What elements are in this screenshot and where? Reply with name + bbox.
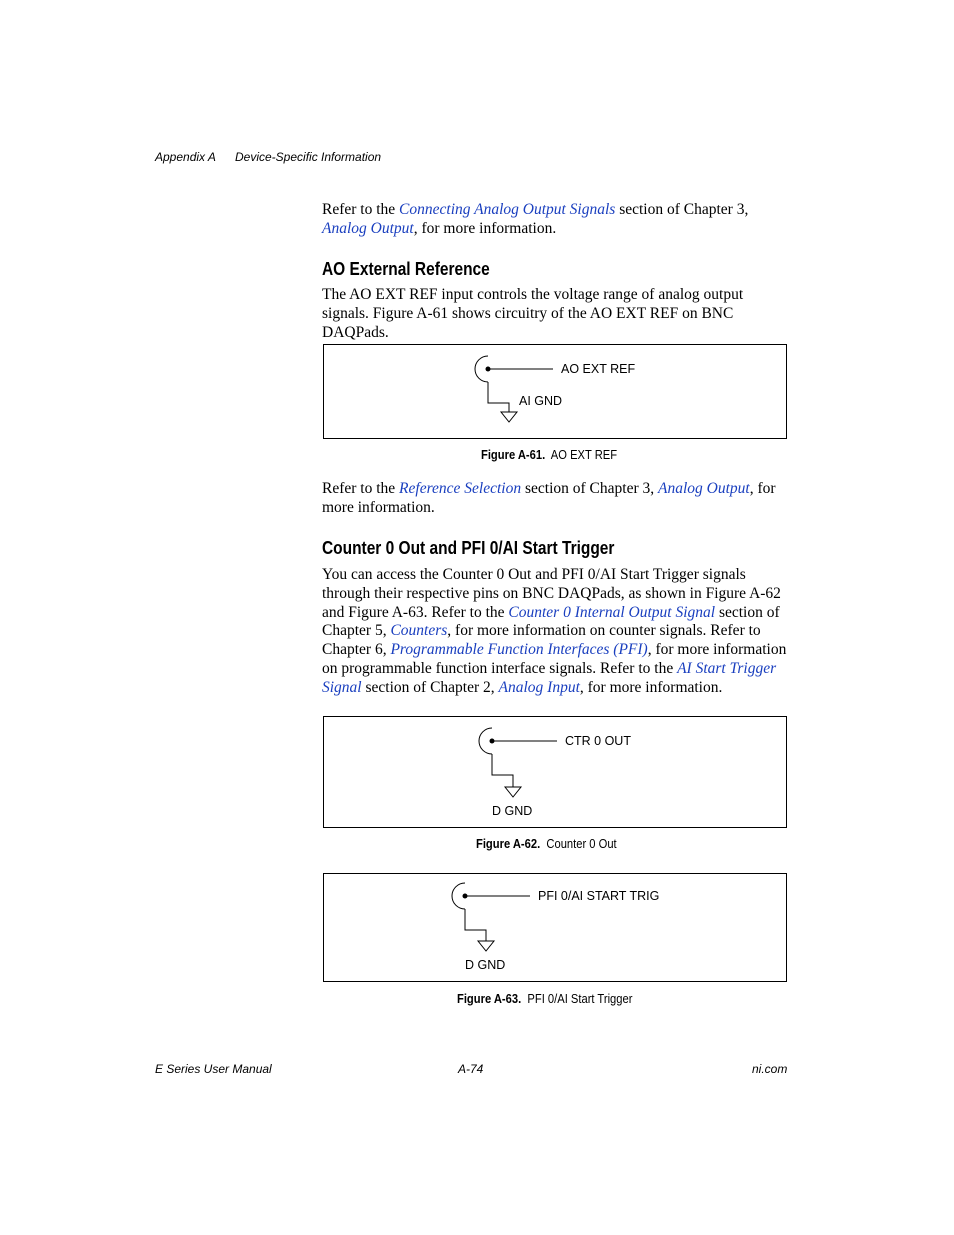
heading-ao-external-reference: AO External Reference [322, 259, 490, 279]
link-counter0-internal-output-signal[interactable]: Counter 0 Internal Output Signal [508, 603, 716, 621]
link-reference-selection[interactable]: Reference Selection [399, 480, 522, 497]
text-run: You can access the Counter 0 Out and PFI 0/AI Start Trigger signals through their respective pins on BNC DAQPads, as shown in Figure A-62 and Figure A-63. Refer to the [322, 566, 781, 621]
figure-a63-caption [457, 991, 632, 1006]
caption-number: Figure A-62. [476, 836, 541, 851]
header-title: Device-Specific Information [235, 150, 382, 164]
ground-symbol [501, 412, 517, 422]
figure-a61-caption [481, 447, 617, 462]
text-run: section of Chapter 3, [615, 201, 749, 218]
ao-ext-ref-diagram [324, 345, 786, 438]
link-analog-output-2[interactable]: Analog Output [658, 480, 750, 497]
text-run: section of Chapter 2, [361, 678, 499, 696]
footer-manual-title: E Series User Manual [155, 1062, 272, 1076]
text-run: , for more information on programmable function interface signals. Refer to the [322, 641, 787, 677]
caption-number: Figure A-63. [457, 991, 522, 1006]
link-pfi[interactable]: Programmable Function Interfaces (PFI) [390, 641, 648, 659]
text-run: , [650, 480, 658, 497]
figure-a61-box [323, 344, 787, 439]
figure-a62-caption [476, 836, 617, 851]
caption-title: Counter 0 Out [546, 836, 617, 851]
label-ao-ext-ref: AO EXT REF [561, 362, 636, 376]
text-run: , for more information. [413, 219, 557, 237]
text-run: , for more information on counter signals. Refer to Chapter 6, [322, 622, 761, 659]
text-run: Refer to the [322, 201, 400, 218]
ground-symbol [478, 941, 494, 951]
ground-wire [465, 909, 486, 941]
ground-symbol [505, 787, 521, 797]
label-ctr0-out: CTR 0 OUT [565, 734, 631, 748]
paragraph-counter0-pfi0 [322, 566, 792, 698]
label-ai-gnd: AI GND [519, 394, 563, 408]
figure-a62-box [323, 716, 787, 828]
paragraph-intro [322, 201, 792, 239]
text-run: section of Chapter 3 [521, 480, 651, 497]
footer-page-number: A-74 [458, 1062, 484, 1076]
link-analog-input[interactable]: Analog Input [498, 678, 580, 696]
text-run: , for more information. [579, 678, 723, 696]
heading-counter0-pfi0: Counter 0 Out and PFI 0/AI Start Trigger [322, 538, 615, 558]
label-d-gnd: D GND [465, 958, 506, 972]
caption-number: Figure A-61. [481, 447, 546, 462]
header-appendix: Appendix A [155, 150, 216, 164]
footer-website: ni.com [752, 1062, 788, 1076]
text-run: Refer to the [322, 480, 400, 497]
ground-wire [492, 754, 513, 787]
paragraph-reference-selection [322, 480, 788, 518]
caption-title: PFI 0/AI Start Trigger [527, 991, 633, 1006]
figure-a63-box [323, 873, 787, 982]
ground-wire [488, 382, 509, 412]
caption-title: AO EXT REF [550, 447, 618, 462]
text-run: section of Chapter 5, [322, 603, 780, 640]
link-connecting-analog-output-signals[interactable]: Connecting Analog Output Signals [399, 201, 616, 218]
link-ai-start-trigger-signal[interactable]: AI Start Trigger Signal [322, 659, 777, 696]
link-analog-output[interactable]: Analog Output [322, 219, 414, 237]
link-counters[interactable]: Counters [390, 622, 448, 640]
label-pfi0-ai-start-trig: PFI 0/AI START TRIG [538, 889, 660, 903]
label-d-gnd: D GND [492, 804, 533, 818]
counter0-out-diagram [324, 717, 786, 827]
pfi0-start-trig-diagram [324, 874, 786, 981]
text-run: , for more information. [322, 480, 776, 516]
paragraph-ao-ext-ref: The AO EXT REF input controls the voltage range of analog output signals. Figure A-61 shows circuitry of the AO EXT REF on BNC DAQPads. [322, 286, 744, 341]
